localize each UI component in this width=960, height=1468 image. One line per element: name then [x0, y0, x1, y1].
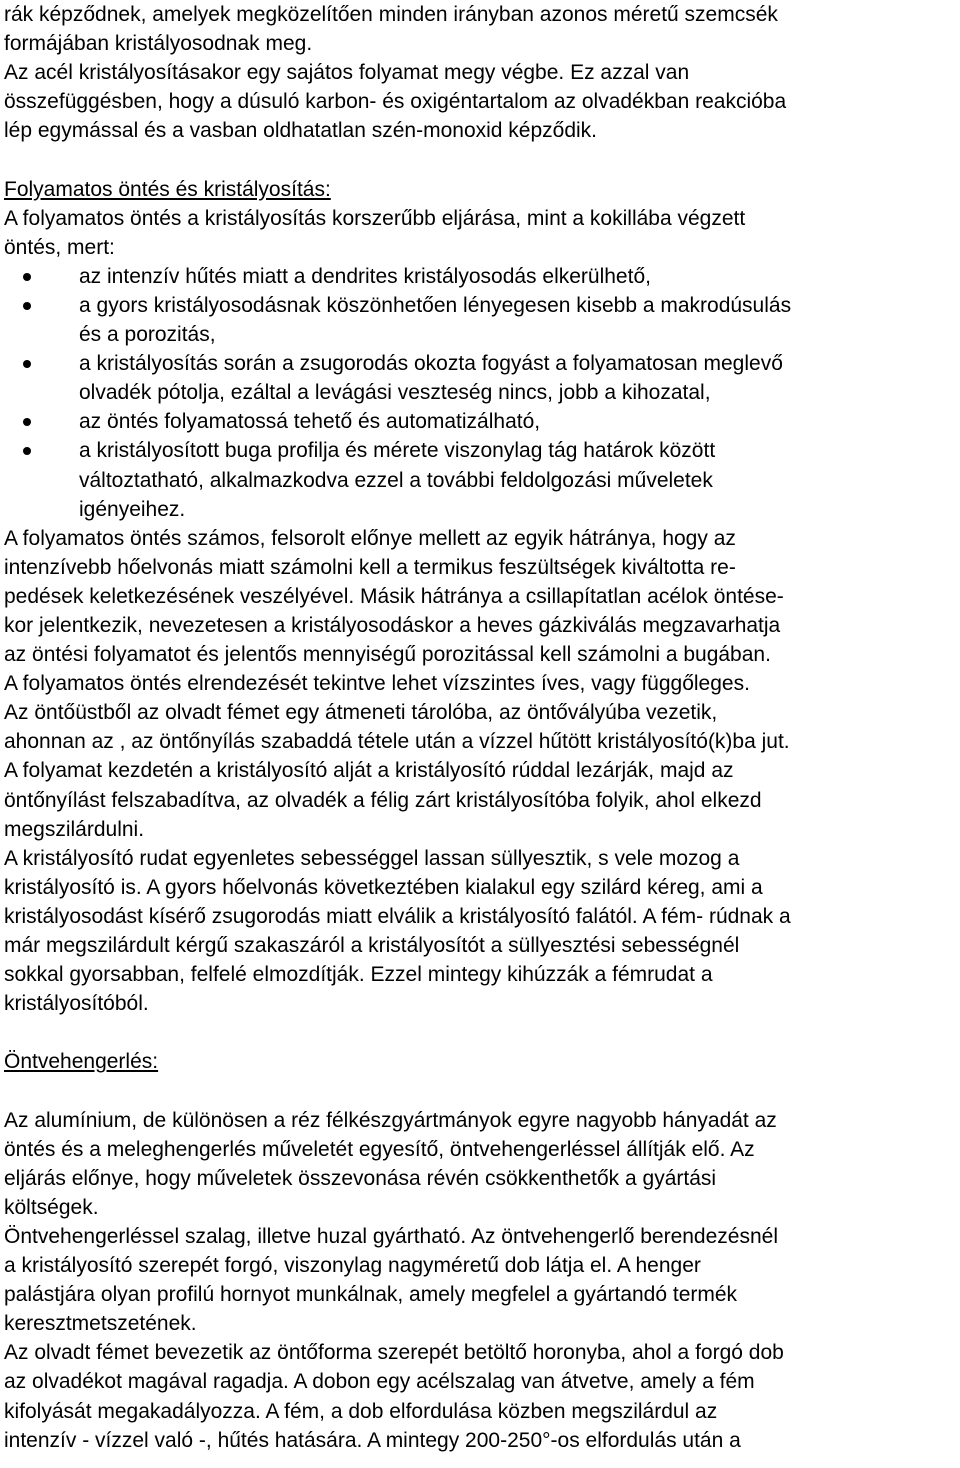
section-body [0, 524, 960, 1019]
list-item-line: olvadék pótolja, ezáltal a levágási veszteség nincs, jobb a kihozatal, [79, 381, 711, 405]
list-item-line: a kristályosítás során a zsugorodás okozta fogyást a folyamatosan meglevő [79, 352, 783, 376]
body-line: A folyamat kezdetén a kristályosító alját a kristályosító rúddal lezárják, majd az [4, 759, 734, 783]
body-line: öntőnyílást felszabadítva, az olvadék a félig zárt kristályosítóba folyik, ahol elkezd [4, 788, 762, 812]
list-item-line: a gyors kristályosodásnak köszönhetően lényegesen kisebb a makrodúsulás [79, 293, 792, 317]
body-line: Az alumínium, de különösen a réz félkészgyártmányok egyre nagyobb hányadát az [4, 1108, 777, 1132]
spacer [0, 1018, 960, 1047]
advantages-list [0, 262, 960, 524]
bullet-icon [23, 273, 31, 281]
list-item [0, 291, 960, 349]
list-item-line: változtatható, alkalmazkodva ezzel a további feldolgozási műveletek [79, 468, 713, 492]
intro-paragraph [0, 0, 960, 145]
section-rolling-heading [0, 1047, 960, 1076]
section-continuous-casting [0, 175, 960, 262]
bullet-icon [23, 360, 31, 368]
body-line: palástjára olyan profilú hornyot munkálnak, amely megfelel a gyártandó termék [4, 1283, 738, 1307]
body-line: intenzív - vízzel való -, hűtés hatására. A mintegy 200-250°-os elfordulás után a [4, 1428, 741, 1452]
intro-line: formájában kristályosodnak meg. [4, 32, 313, 56]
intro-line: összefüggésben, hogy a dúsuló karbon- és oxigéntartalom az olvadékban reakcióba [4, 90, 787, 114]
list-item [0, 262, 960, 291]
section-heading: Öntvehengerlés: [4, 1050, 159, 1074]
list-item [0, 349, 960, 407]
body-line: pedések keletkezésének veszélyével. Másik hátránya a csillapítatlan acélok öntése- [4, 584, 784, 608]
list-item-line: és a porozitás, [79, 323, 216, 347]
lead-line: A folyamatos öntés a kristályosítás korszerűbb eljárása, mint a kokillába végzett [4, 206, 746, 230]
list-item-line: az öntés folyamatossá tehető és automatizálható, [79, 410, 541, 434]
body-line: intenzívebb hőelvonás miatt számolni kell a termikus feszültségek kiváltotta re- [4, 555, 736, 579]
list-item-line: az intenzív hűtés miatt a dendrites kristályosodás elkerülhető, [79, 264, 651, 288]
body-line: keresztmetszetének. [4, 1312, 197, 1336]
intro-line: rák képződnek, amelyek megközelítően minden irányban azonos méretű szemcsék [4, 3, 778, 26]
body-line: kristályosító is. A gyors hőelvonás következtében kialakul egy szilárd kéreg, ami a [4, 875, 763, 899]
list-item-line: igényeihez. [79, 497, 186, 521]
body-line: A kristályosító rudat egyenletes sebességgel lassan süllyesztik, s vele mozog a [4, 846, 740, 870]
body-line: a kristályosító szerepét forgó, viszonylag nagyméretű dob látja el. A henger [4, 1254, 701, 1278]
body-line: Az olvadt fémet bevezetik az öntőforma szerepét betöltő horonyba, ahol a forgó dob [4, 1341, 784, 1365]
body-line: eljárás előnye, hogy műveletek összevonása révén csökkenthetők a gyártási [4, 1166, 717, 1190]
spacer [0, 1076, 960, 1105]
body-line: Öntvehengerléssel szalag, illetve huzal gyártható. Az öntvehengerlő berendezésnél [4, 1224, 778, 1248]
bullet-icon [23, 302, 31, 310]
body-line: kor jelentkezik, nevezetesen a kristályosodáskor a heves gázkiválás megzavarhatja [4, 613, 781, 637]
body-line: kristályosítóból. [4, 992, 149, 1016]
body-line: megszilárdulni. [4, 817, 145, 841]
intro-line: lép egymással és a vasban oldhatatlan szén-monoxid képződik. [4, 119, 598, 143]
bullet-icon [23, 447, 31, 455]
body-line: öntés és a meleghengerlés műveletét egyesítő, öntvehengerléssel állítják elő. Az [4, 1137, 755, 1161]
lead-line: öntés, mert: [4, 235, 115, 259]
body-line: az öntési folyamatot és jelentős mennyiségű porozitással kell számolni a bugában. [4, 643, 771, 667]
body-line: ahonnan az , az öntőnyílás szabaddá tétele után a vízzel hűtött kristályosító(k)ba jut. [4, 730, 790, 754]
body-line: sokkal gyorsabban, felfelé elmozdítják. Ezzel mintegy kihúzzák a fémrudat a [4, 963, 713, 987]
body-line: kifolyását megakadályozza. A fém, a dob elfordulása közben megszilárdul az [4, 1399, 718, 1423]
body-line: az olvadékot magával ragadja. A dobon egy acélszalag van átvetve, amely a fém [4, 1370, 755, 1394]
bullet-icon [23, 418, 31, 426]
list-item [0, 436, 960, 523]
body-line: kristályosodást kísérő zsugorodás miatt elválik a kristályosító falától. A fém- rúdnak a [4, 904, 791, 928]
body-line: már megszilárdult kérgű szakaszáról a kristályosítót a süllyesztési sebességnél [4, 934, 740, 957]
list-item-line: a kristályosított buga profilja és mérete viszonylag tág határok között [79, 439, 716, 463]
section-rolling-body [0, 1106, 960, 1455]
body-line: költségek. [4, 1195, 99, 1219]
intro-line: Az acél kristályosításakor egy sajátos folyamat megy végbe. Ez azzal van [4, 61, 690, 85]
body-line: A folyamatos öntés számos, felsorolt előnye mellett az egyik hátránya, hogy az [4, 526, 736, 550]
list-item [0, 407, 960, 436]
section-heading: Folyamatos öntés és kristályosítás: [4, 177, 331, 201]
spacer [0, 145, 960, 174]
body-line: Az öntőüstből az olvadt fémet egy átmeneti tárolóba, az öntővályúba vezetik, [4, 701, 718, 725]
body-line: A folyamatos öntés elrendezését tekintve lehet vízszintes íves, vagy függőleges. [4, 672, 750, 696]
